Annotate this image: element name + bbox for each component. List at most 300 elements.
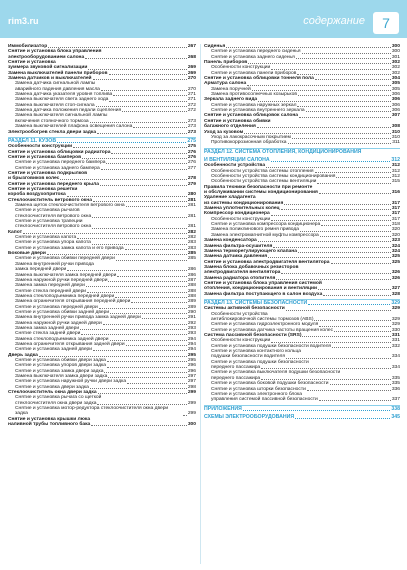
toc-entry-page: 282 — [187, 229, 196, 235]
toc-leader-dots — [226, 47, 391, 48]
toc-entry-title: Снятие и установка мотор-редуктора стеклоочистителя окна двери задка — [15, 406, 169, 417]
toc-entry-title: СХЕМЫ ЭЛЕКТРООБОРУДОВАНИЯ — [204, 413, 295, 420]
toc-leader-dots — [108, 281, 186, 282]
toc-entry-page: 295 — [187, 352, 196, 358]
toc-entry-page: 329 — [391, 299, 400, 306]
toc-leader-dots — [60, 179, 186, 180]
toc-entry-page: 328 — [391, 291, 400, 297]
toc-section-heading — [204, 405, 400, 412]
toc-entry-page: 290 — [187, 309, 196, 315]
toc-entry-page: 277 — [187, 165, 196, 171]
toc-leader-dots — [273, 247, 390, 248]
toc-entry-page: 269 — [187, 70, 196, 76]
toc-entry-title: Снятие и установка блока управления системой — [204, 280, 322, 286]
toc-leader-dots — [268, 257, 391, 258]
toc-leader-dots — [39, 356, 187, 357]
toc-leader-dots — [23, 233, 187, 234]
toc-leader-dots — [318, 289, 391, 290]
toc-leader-dots — [271, 220, 391, 221]
toc-entry-title: РАЗДЕЛ 13. СИСТЕМЫ БЕЗОПАСНОСТИ — [204, 299, 308, 306]
toc-entry-page: 317 — [391, 200, 400, 206]
toc-entry-page: 295 — [187, 358, 196, 363]
toc-entry-page: 268 — [187, 54, 196, 60]
toc-entry-title: электродвигателя вентилятора — [204, 270, 281, 276]
toc-entry-title: Замена выключателя замка передней двери — [15, 272, 117, 278]
toc-entry-page: 312 — [391, 163, 400, 169]
toc-entry-page: 329 — [391, 306, 400, 312]
toc-entry-page: 302 — [391, 70, 400, 76]
toc-entry-page: 310 — [391, 129, 400, 135]
toc-entry-title: Снятие и установка электронного блока — [211, 391, 302, 397]
toc-entry-title: Снятие и установка заднего сиденья — [211, 54, 295, 60]
toc-entry-title: Замена ограничителя открывания передней двери — [15, 299, 131, 305]
toc-leader-dots — [332, 347, 391, 348]
toc-entry-title: Снятие и установка боковой подушки безопасности — [211, 381, 329, 387]
toc-entry-page: 334 — [391, 365, 400, 371]
toc-entry-page: 299 — [187, 411, 196, 417]
toc-entry-page: 302 — [391, 60, 400, 66]
toc-entry — [204, 397, 400, 402]
toc-leader-dots — [86, 286, 187, 287]
toc-entry-title: Дверь задка — [8, 352, 38, 358]
toc-entry-page: 306 — [391, 102, 400, 108]
toc-leader-dots — [106, 163, 186, 164]
toc-entry-title: Снятие и установка компрессора кондиционера — [211, 222, 321, 228]
toc-leader-dots — [330, 384, 391, 385]
toc-leader-dots — [97, 133, 187, 134]
toc-entry-page: 304 — [391, 76, 400, 82]
toc-entry-page: 330 — [391, 327, 400, 333]
toc-entry-title: Особенности конструкции — [8, 144, 73, 150]
toc-entry-title: Замена терморегулирующего клапана — [204, 248, 297, 254]
toc-entry-title: Снятие и установка гидроэлектронного модуля — [211, 322, 319, 328]
toc-entry-page: 289 — [187, 304, 196, 310]
toc-entry-page: 269 — [187, 65, 196, 71]
toc-entry-title: стеклоочистителя ветрового окна — [15, 224, 92, 230]
toc-entry-page: 300 — [391, 44, 400, 49]
toc-entry-page: 282 — [187, 235, 196, 241]
toc-entry-title: замка передней двери — [15, 267, 67, 273]
toc-leader-dots — [297, 106, 390, 107]
toc-entry-page: 300 — [187, 422, 196, 428]
toc-leader-dots — [286, 358, 391, 359]
toc-leader-dots — [307, 390, 391, 391]
toc-leader-dots — [271, 342, 391, 343]
toc-entry-title: Замена наружной ручки задней двери — [15, 320, 102, 326]
toc-leader-dots — [97, 404, 186, 405]
toc-entry-title: Снятие и установка капота — [15, 235, 77, 241]
toc-entry-page: 273 — [187, 129, 196, 135]
toc-entry-title: подушки безопасности водителя — [211, 354, 285, 360]
toc-entry-title: Снятие и установка двери задка — [15, 384, 89, 390]
toc-entry-page: 320 — [391, 227, 400, 233]
toc-entry-title: Замена датчиков и выключателей — [8, 76, 92, 82]
toc-entry-page: 281 — [187, 197, 196, 203]
toc-entry-title: Замена наружной ручки передней двери — [15, 277, 108, 283]
toc-leader-dots — [93, 350, 187, 351]
toc-entry-page: 326 — [391, 275, 400, 281]
toc-entry-title: Замена замка задней двери — [15, 325, 80, 331]
toc-entry-title: наливной трубы топливного бака — [8, 422, 91, 428]
toc-entry-page: 276 — [187, 154, 196, 160]
toc-entry-title: Замена противосолнечных козырьков — [211, 92, 297, 98]
toc-entry-title: Уход за лакокрасочным покрытием — [211, 134, 291, 140]
toc-leader-dots — [93, 79, 187, 80]
toc-entry-page: 293 — [187, 325, 196, 331]
toc-entry-page: 306 — [391, 108, 400, 114]
toc-entry-page: 271 — [187, 92, 196, 98]
column-divider — [200, 44, 201, 564]
toc-entry-page: 273 — [187, 118, 196, 124]
toc-entry-title: Замена блока добавочных резисторов — [204, 264, 299, 270]
toc-entry-title: Арматура салона — [204, 81, 247, 87]
toc-entry-page: 317 — [391, 216, 400, 222]
toc-entry-title: из системы кондиционирования — [204, 200, 284, 206]
toc-entry-title: Замена датчика положения педали сцепления — [15, 108, 122, 114]
toc-entry-title: Снятие и установка заднего бампера — [15, 165, 100, 171]
toc-entry-page: 335 — [391, 375, 400, 381]
toc-entry-page: 306 — [391, 92, 400, 98]
toc-leader-dots — [331, 263, 391, 264]
toc-entry-title: Электрообогрев стекла двери задка — [8, 129, 97, 135]
toc-entry-title: Снятие и установка передней двери — [15, 304, 98, 310]
toc-entry-page: 329 — [391, 317, 400, 323]
toc-entry-page: 299 — [187, 390, 196, 396]
toc-entry-page: 283 — [187, 240, 196, 246]
toc-entry-page: 336 — [391, 386, 400, 392]
toc-entry — [204, 292, 400, 297]
toc-leader-dots — [243, 410, 390, 411]
toc-entry-page: 291 — [187, 315, 196, 321]
toc-entry-page: 267 — [187, 44, 196, 49]
toc-leader-dots — [77, 238, 187, 239]
toc-entry-page: 334 — [391, 354, 400, 360]
toc-entry-page: 287 — [187, 277, 196, 283]
toc-entry-page: 325 — [391, 254, 400, 260]
toc-entry-title: Снятие и установка трапеции — [15, 219, 83, 225]
toc-leader-dots — [320, 236, 391, 237]
toc-entry-title: Замена выключателя света заднего хода — [15, 97, 109, 103]
toc-entry-title: Замена конденсатора — [204, 238, 257, 244]
toc-entry-title: и обслуживании системы кондиционирования — [204, 190, 318, 196]
toc-entry-title: Снятие и установка блока управления — [8, 49, 102, 55]
toc-entry-page: 297 — [187, 374, 196, 380]
toc-entry-title: Снятие и установка контактного кольца — [211, 349, 301, 355]
toc-leader-dots — [109, 74, 187, 75]
toc-leader-dots — [107, 367, 187, 368]
toc-entry-page: 305 — [391, 86, 400, 92]
toc-entry-title: Снятие и установка обивки передней двери — [15, 256, 115, 262]
toc-leader-dots — [126, 345, 187, 346]
toc-leader-dots — [126, 206, 187, 207]
toc-entry-page: 305 — [391, 81, 400, 87]
toc-entry-title: Снятие и установка электродвигателя вентилятора — [204, 259, 330, 265]
toc-entry-title: Снятие и установка подкрылков — [8, 170, 88, 176]
toc-entry-page: 271 — [187, 97, 196, 103]
toc-leader-dots — [90, 388, 187, 389]
toc-leader-dots — [99, 308, 187, 309]
toc-entry-title: Боковые двери — [8, 251, 46, 257]
toc-leader-dots — [85, 58, 187, 59]
toc-entry-title: И ВЕНТИЛЯЦИИ САЛОНА — [204, 156, 270, 163]
toc-entry-title: Замена стеклоподъемника задней двери — [15, 336, 109, 342]
toc-entry-title: Снятие и установка задней двери — [15, 347, 93, 353]
toc-entry-title: Замена ограничителя открывания задней двери — [15, 341, 125, 347]
toc-entry-page: 278 — [187, 176, 196, 182]
toc-entry-page: 294 — [187, 347, 196, 353]
toc-entry-title: Снятие и установка переднего крыла — [8, 181, 100, 187]
toc-entry-title: Система пассивной безопасности (SRS) — [204, 333, 302, 339]
toc-entry-title: Замена уплотнительных колец — [204, 206, 280, 212]
toc-entry-title: переднего пассажира — [211, 375, 261, 381]
toc-entry-title: Снятие и установка упоров двери задка — [15, 363, 107, 369]
toc-entry-title: Снятие стекла задней двери — [15, 331, 81, 337]
toc-entry-title: Замена фильтра-осушителя — [204, 243, 273, 249]
toc-entry-page: 280 — [187, 192, 196, 198]
toc-leader-dots — [110, 340, 187, 341]
toc-leader-dots — [73, 147, 187, 148]
toc-leader-dots — [292, 138, 391, 139]
toc-leader-dots — [82, 158, 187, 159]
toc-leader-dots — [258, 101, 391, 102]
toc-entry-title: Снятие стекла передней двери — [15, 288, 87, 294]
toc-entry-page: 283 — [187, 245, 196, 251]
toc-entry-title: и брызговиков колес — [8, 176, 60, 182]
toc-leader-dots — [113, 95, 187, 96]
toc-entry-title: Замена щеток стеклоочистителя ветрового окна — [15, 203, 125, 209]
toc-entry-page: 288 — [187, 283, 196, 289]
toc-entry-title: Снятие и установка решетки — [8, 187, 78, 192]
toc-entry-page: 302 — [391, 65, 400, 71]
toc-leader-dots — [88, 69, 186, 70]
toc-leader-dots — [308, 304, 390, 305]
toc-leader-dots — [302, 336, 390, 337]
toc-entry-page: 310 — [391, 134, 400, 140]
toc-leader-dots — [100, 185, 187, 186]
toc-entry-page: 286 — [187, 267, 196, 273]
toc-leader-dots — [67, 196, 187, 197]
toc-leader-dots — [319, 400, 391, 401]
toc-entry-page: 323 — [391, 238, 400, 244]
toc-leader-dots — [319, 193, 391, 194]
toc-entry-title: короба воздухопритока — [8, 192, 66, 198]
toc-entry-title: Особенности устройства системы вентиляции — [211, 179, 317, 185]
toc-entry-page: 296 — [187, 363, 196, 369]
toc-leader-dots — [336, 177, 390, 178]
toc-leader-dots — [93, 201, 187, 202]
toc-leader-dots — [284, 204, 391, 205]
toc-entry-title: Противокоррозионная обработка — [211, 140, 287, 146]
toc-entry-title: Снятие и установка обивки задней двери — [15, 309, 110, 315]
toc-entry-title: Снятие и установка бамперов — [8, 154, 82, 160]
toc-leader-dots — [92, 244, 187, 245]
toc-entry-page: 312 — [391, 174, 400, 180]
toc-entry-page: 315 — [391, 179, 400, 185]
toc-entry-title: Снятие и установка выключателя подушки безопасности — [211, 370, 341, 376]
toc-leader-dots — [323, 295, 391, 296]
toc-leader-dots — [142, 318, 187, 319]
toc-entry — [8, 406, 196, 417]
toc-entry-page: 281 — [187, 213, 196, 219]
toc-entry-title: Снятие и установка — [8, 60, 56, 66]
toc-entry-title: Снятие и установка шторки безопасности — [211, 386, 306, 392]
toc-entry-page: 285 — [187, 256, 196, 262]
toc-entry-page: 337 — [391, 397, 400, 403]
toc-leader-dots — [315, 172, 391, 173]
toc-leader-dots — [107, 361, 187, 362]
toc-entry-title: Замена поликлинового ремня привода — [211, 227, 299, 233]
toc-leader-dots — [96, 106, 187, 107]
toc-leader-dots — [302, 53, 391, 54]
toc-leader-dots — [80, 329, 187, 330]
toc-entry-title: Снятие и установка наружных зеркал — [211, 102, 297, 108]
toc-leader-dots — [98, 393, 187, 394]
toc-leader-dots — [90, 122, 187, 123]
toc-entry-title: Стеклоочиститель ветрового окна — [8, 197, 92, 203]
toc-entry-title: Снятие и установка подушки безопасности — [211, 359, 309, 365]
toc-entry-page: 273 — [187, 124, 196, 130]
toc-leader-dots — [57, 142, 186, 143]
toc-leader-dots — [266, 167, 391, 168]
toc-entry-page: 294 — [187, 336, 196, 342]
toc-entry-page: 345 — [391, 413, 400, 420]
toc-section-heading — [204, 414, 400, 420]
toc-leader-dots — [91, 425, 187, 426]
toc-leader-dots — [101, 90, 187, 91]
toc-entry-page: 307 — [391, 113, 400, 119]
toc-entry-title: Снятие и установка облицовки радиатора — [8, 149, 111, 155]
toc-entry-page: 272 — [187, 108, 196, 114]
toc-leader-dots — [125, 249, 187, 250]
toc-entry-page: 317 — [391, 206, 400, 212]
toc-leader-dots — [296, 58, 391, 59]
toc-leader-dots — [110, 313, 187, 314]
toc-leader-dots — [81, 334, 187, 335]
toc-entry-page: 320 — [391, 232, 400, 238]
toc-entry-title: аварийного падения давления масла — [15, 86, 100, 92]
toc-entry-page: 270 — [187, 86, 196, 92]
toc-entry-title: Снятие и установка рычага со щеткой — [15, 395, 102, 401]
toc-entry-title: Замена радиатора отопителя — [204, 275, 276, 281]
toc-leader-dots — [288, 143, 392, 144]
toc-entry-title: Стеклоочиститель окна двери задка — [8, 390, 97, 396]
toc-leader-dots — [271, 69, 391, 70]
toc-leader-dots — [104, 372, 186, 373]
toc-entry-title: Замена фильтра поступающего в салон воздуха — [204, 291, 323, 297]
toc-entry-page: 326 — [391, 270, 400, 276]
toc-leader-dots — [247, 85, 391, 86]
toc-entry-title: Особенности конструкции — [211, 65, 271, 71]
toc-entry-page: 292 — [187, 320, 196, 326]
toc-entry — [204, 140, 400, 145]
toc-entry-title: Снятие и установка переднего бампера — [15, 160, 106, 166]
toc-leader-dots — [334, 331, 391, 332]
toc-entry-title: Замена датчика давления — [204, 254, 268, 260]
toc-entry-title: Замена датчика сигнальной лампы — [15, 81, 96, 87]
toc-entry-title: Снятие и установка датчика частоты вращения колес — [211, 327, 334, 333]
toc-leader-dots — [286, 310, 391, 311]
toc-leader-dots — [314, 320, 390, 321]
toc-entry-title: Снятие и установка внутреннего зеркала — [211, 108, 305, 114]
toc-entry-page: 300 — [391, 49, 400, 55]
toc-entry-title: Замена стеклоподъемника передней двери — [15, 293, 115, 299]
toc-entry-page: 312 — [391, 168, 400, 174]
toc-entry-title: Снятие и установка обивки двери задка — [15, 358, 106, 363]
toc-entry-title: Замена замка передней двери — [15, 283, 85, 289]
toc-entry-page: 288 — [187, 288, 196, 294]
toc-entry-title: Замена выключателя замка двери задка — [15, 374, 108, 380]
toc-entry-title: включения стояночного тормоза — [15, 118, 89, 124]
toc-leader-dots — [116, 260, 187, 261]
toc-entry-title: электрооборудованием салона — [8, 54, 85, 60]
toc-entry-title: стеклоочистителя окна двери задка — [15, 400, 97, 406]
toc-entry-title: Замена датчика указателя уровня топлива — [15, 92, 113, 98]
toc-entry-title: Снятие и установка обивки — [204, 118, 271, 124]
toc-leader-dots — [295, 418, 390, 419]
toc-entry-title: Удаление хладагента — [204, 195, 256, 201]
toc-entry-page: 286 — [187, 272, 196, 278]
toc-leader-dots — [317, 183, 390, 184]
toc-leader-dots — [315, 79, 391, 80]
toc-leader-dots — [48, 47, 187, 48]
toc-entry-title: РАЗДЕЛ 11. КУЗОВ — [8, 137, 57, 144]
toc-entry-title: РАЗДЕЛ 12. СИСТЕМА ОТОПЛЕНИЯ, КОНДИЦИОНИРОВАНИЯ — [204, 148, 362, 155]
toc-entry-title: отопления, кондиционирования и вентиляции — [204, 286, 317, 292]
toc-entry-page: 276 — [187, 160, 196, 166]
toc-entry-page: 312 — [391, 156, 400, 163]
toc-entry-page: 301 — [391, 54, 400, 60]
toc-entry-page: 338 — [391, 405, 400, 412]
toc-entry-page: 288 — [187, 293, 196, 299]
toc-entry-title: стеклоочистителя ветрового окна — [15, 213, 92, 219]
toc-leader-dots — [244, 133, 391, 134]
toc-leader-dots — [261, 379, 391, 380]
toc-entry-title: Панель приборов — [204, 60, 248, 66]
toc-leader-dots — [67, 270, 187, 271]
toc-section-heading — [204, 148, 400, 155]
toc-leader-dots — [257, 127, 391, 128]
toc-entry-title: Особенности конструкции — [211, 216, 271, 222]
toc-leader-dots — [87, 292, 187, 293]
toc-entry-title: Замена выключателей панели приборов — [8, 70, 108, 76]
toc-leader-dots — [306, 111, 391, 112]
toc-entry — [8, 422, 196, 427]
toc-entry-title: Уход за кузовом — [204, 129, 244, 135]
toc-left-column — [8, 44, 196, 427]
toc-entry-title: Иммобилизатор — [8, 44, 48, 49]
toc-entry-page: 293 — [187, 331, 196, 337]
toc-entry-title: зуммера звуковой сигнализации — [8, 65, 88, 71]
toc-entry-title: Особенности устройства системы кондиционирования — [211, 174, 336, 180]
toc-entry-title: Снятие и установка панели приборов — [211, 70, 297, 76]
toc-leader-dots — [300, 231, 391, 232]
toc-entry-title: Снятие и установка рычагов — [15, 208, 80, 214]
toc-leader-dots — [122, 111, 187, 112]
toc-entry-title: Особенности устройства — [204, 163, 266, 169]
toc-entry-page: 275 — [187, 137, 196, 144]
toc-entry-page: 318 — [391, 222, 400, 228]
toc-entry-title: Зеркала заднего вида — [204, 97, 258, 103]
toc-entry-page: 306 — [391, 97, 400, 103]
toc-entry-page: 329 — [391, 322, 400, 328]
toc-leader-dots — [281, 209, 391, 210]
toc-leader-dots — [252, 90, 391, 91]
toc-entry-page: 281 — [187, 203, 196, 209]
toc-leader-dots — [103, 324, 187, 325]
toc-entry-page: 299 — [187, 400, 196, 406]
toc-leader-dots — [298, 95, 391, 96]
toc-entry-title: Правила техники безопасности при ремонте — [204, 184, 313, 190]
